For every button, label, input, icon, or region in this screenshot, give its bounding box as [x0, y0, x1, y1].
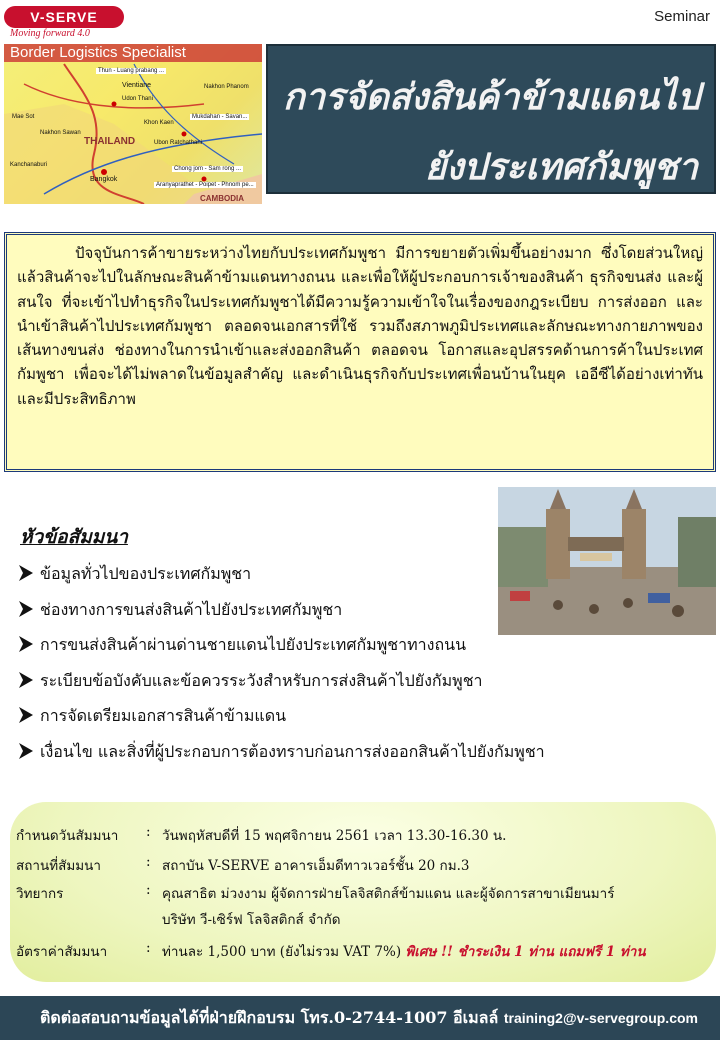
map-label-nakhonsawan: Nakhon Sawan — [40, 130, 81, 136]
topic-text: ช่องทางการขนส่งสินค้าไปยังประเทศกัมพูชา — [40, 599, 343, 619]
date-label: กำหนดวันสัมมนา — [16, 828, 119, 844]
topic-text: การขนส่งสินค้าผ่านด่านชายแดนไปยังประเทศกัมพูชาทางถนน — [40, 635, 467, 654]
border-gate-photo — [498, 487, 716, 635]
speaker-colon: : — [146, 882, 151, 898]
date-value: วันพฤหัสบดีที่ 15 พฤศจิกายน 2561 เวลา 13.30-16.30 น. — [162, 828, 507, 844]
map-label-chongjom: Chong jom - Sam rong ... — [174, 166, 242, 172]
border-gate-illustration — [498, 487, 716, 635]
logo-tagline: Moving forward 4.0 — [10, 28, 90, 39]
border-map-image — [4, 44, 262, 204]
map-label-luangprabang: Thun - Luang prabang ... — [98, 68, 165, 74]
map-banner: Border Logistics Specialist — [4, 44, 262, 62]
arrow-bullet-icon — [18, 671, 34, 689]
list-item — [18, 740, 638, 776]
arrow-bullet-icon — [18, 600, 34, 618]
details-box — [10, 802, 716, 982]
logo-brand: V-SERVE — [4, 6, 124, 28]
title-line-1: การจัดส่งสินค้าข้ามแดนไป — [283, 76, 700, 118]
map-label-khonkaen: Khon Kaen — [144, 120, 174, 126]
map-label-cambodia: CAMBODIA — [200, 194, 244, 203]
fee-promo: พิเศษ !! ชำระเงิน 1 ท่าน แถมฟรี 1 ท่าน — [405, 944, 646, 960]
venue-label: สถานที่สัมมนา — [16, 858, 101, 874]
footer-email[interactable]: training2@v-servegroup.com — [503, 1010, 698, 1026]
arrow-bullet-icon — [18, 635, 34, 653]
map-label-nakhonphanom: Nakhon Phanom — [204, 84, 249, 90]
speaker-label: วิทยากร — [16, 886, 64, 902]
arrow-bullet-icon — [18, 564, 34, 582]
intro-box — [4, 232, 716, 472]
list-item — [18, 633, 638, 669]
topic-text: ข้อมูลทั่วไปของประเทศกัมพูชา — [40, 564, 252, 583]
date-colon: : — [146, 824, 151, 840]
contact-footer — [0, 996, 720, 1040]
title-line-2: ยังประเทศกัมพูชา — [425, 146, 698, 188]
venue-value: สถาบัน V-SERVE อาคารเอ็มดีทาวเวอร์ชั้น 20 กม.3 — [162, 858, 470, 874]
map-label-vientiane: Vientiane — [122, 82, 152, 89]
venue-colon: : — [146, 854, 151, 870]
map-label-thailand: THAILAND — [84, 136, 136, 147]
map-label-udonthani: Udon Thani — [122, 96, 153, 102]
fee-label: อัตราค่าสัมมนา — [16, 944, 108, 960]
topic-text: การจัดเตรียมเอกสารสินค้าข้ามแดน — [40, 706, 287, 725]
seminar-label: Seminar — [654, 8, 710, 25]
topic-text: เงื่อนไข และสิ่งที่ผู้ประกอบการต้องทราบก่อนการส่งออกสินค้าไปยังกัมพูชา — [40, 741, 545, 761]
map-label-mukdahan: Mukdahan - Savan... — [192, 114, 248, 120]
title-box — [266, 44, 716, 194]
arrow-bullet-icon — [18, 742, 34, 760]
list-item — [18, 669, 638, 705]
list-item — [18, 704, 638, 740]
topics-heading: หัวข้อสัมมนา — [20, 526, 128, 548]
map-label-aranyaprathet: Aranyaprathet - Poipet - Phnom pe... — [156, 182, 254, 188]
v-serve-logo — [4, 6, 124, 42]
fee-value-wrap — [162, 940, 646, 962]
footer-text: ติดต่อสอบถามข้อมูลได้ที่ฝ่ายฝึกอบรม โทร.0-2744-1007 อีเมลล์ — [40, 1008, 504, 1027]
map-label-kanchanaburi: Kanchanaburi — [10, 162, 48, 168]
arrow-bullet-icon — [18, 706, 34, 724]
speaker-value-1: คุณสาธิต ม่วงงาม ผู้จัดการฝ่ายโลจิสติกส์ข้ามแดน และผู้จัดการสาขาเมียนมาร์ — [162, 886, 615, 902]
fee-colon: : — [146, 940, 151, 956]
intro-paragraph: ปัจจุบันการค้าขายระหว่างไทยกับประเทศกัมพูชา มีการขยายตัวเพิ่มขึ้นอย่างมาก ซึ่งโดยส่วนใหญ่แล้วสินค้าจะไปในลักษณะสินค้าข้ามแดนทางถนน และเพื่อให้ผู้ประกอบการเจ้าของสินค้า ธุรกิจขนส่ง และผู้สนใจ ที่จะเข้าไปทำธุรกิจในประเทศกัมพูชาได้มีความรู้ความเข้าใจในเรื่องของกฎระเบียบ การส่งออก และนำเข้าสินค้าไปประเทศกัมพูชา ตลอดจนเอกสารที่ใช้ รวมถึงสภาพภูมิประเทศและลักษณะทางกายภาพของเส้นทางขนส่ง ช่องทางในการนำเข้าและส่งออกสินค้า ตลอดจน โอกาสและอุปสรรคด้านการค้าในประเทศกัมพูชา เพื่อจะได้ไม่พลาดในข้อมูลสำคัญ และดำเนินธุรกิจกับประเทศเพื่อนบ้านในยุค เออีซีได้อย่างเท่าทันและมีประสิทธิภาพ — [17, 244, 703, 408]
map-label-maesot: Mae Sot — [12, 114, 35, 120]
map-label-ubon: Ubon Ratchathani — [154, 140, 203, 146]
fee-value: ท่านละ 1,500 บาท (ยังไม่รวม VAT 7%) — [162, 944, 402, 960]
topic-text: ระเบียบข้อบังคับและข้อควรระวังสำหรับการส่งสินค้าไปยังกัมพูชา — [40, 670, 483, 690]
map-label-bangkok: Bangkok — [90, 176, 118, 183]
speaker-value-2: บริษัท วี-เซิร์ฟ โลจิสติกส์ จำกัด — [162, 912, 341, 928]
